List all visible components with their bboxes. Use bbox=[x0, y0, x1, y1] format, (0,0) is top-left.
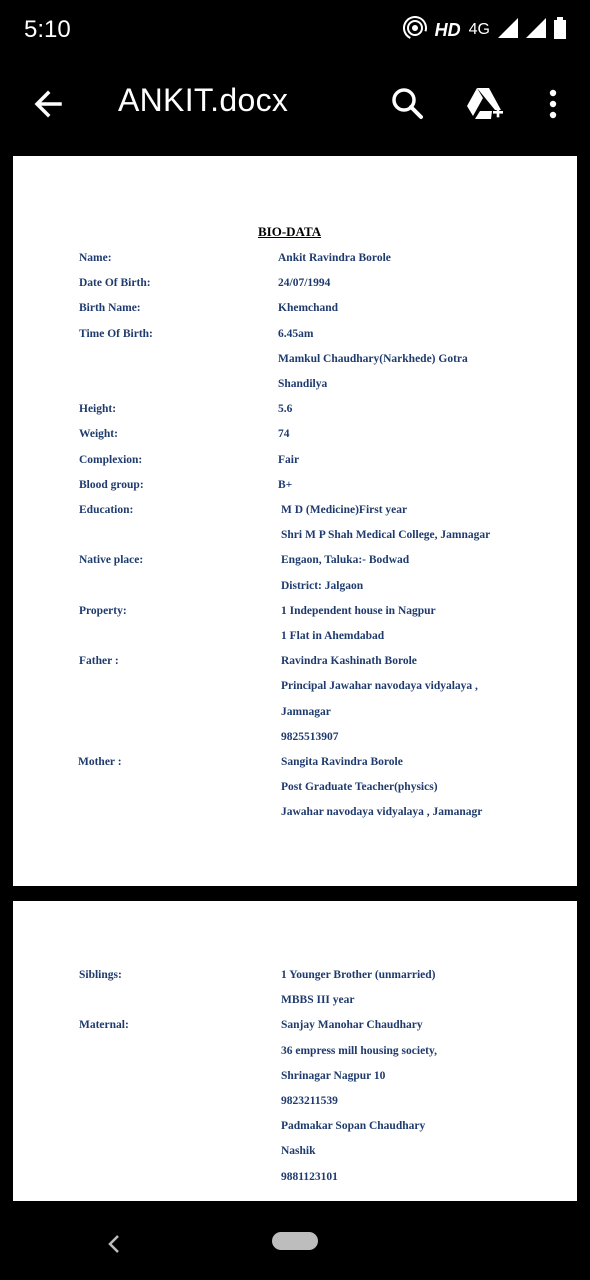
bio-value: 1 Younger Brother (unmarried) bbox=[281, 969, 436, 981]
nav-back-icon[interactable] bbox=[104, 1232, 124, 1256]
bio-value: 5.6 bbox=[278, 403, 293, 416]
bio-row bbox=[13, 504, 577, 522]
bio-value: MBBS III year bbox=[281, 994, 355, 1007]
bio-row bbox=[13, 378, 577, 396]
bio-row bbox=[13, 328, 577, 346]
bio-value: 24/07/1994 bbox=[278, 277, 331, 290]
bio-row bbox=[13, 454, 577, 472]
hotspot-icon bbox=[403, 16, 427, 45]
bio-row bbox=[13, 580, 577, 598]
bio-value: Engaon, Taluka:- Bodwad bbox=[281, 554, 410, 567]
document-page-2[interactable] bbox=[13, 901, 577, 1201]
bio-row bbox=[13, 353, 577, 371]
battery-icon bbox=[554, 17, 566, 44]
bio-value: Shri M P Shah Medical College, Jamnagar bbox=[281, 529, 491, 542]
bio-row bbox=[13, 479, 577, 497]
bio-value: Jamnagar bbox=[281, 705, 331, 718]
bio-row bbox=[13, 605, 577, 623]
bio-label: Complexion: bbox=[79, 453, 143, 466]
bio-row bbox=[13, 302, 577, 320]
bio-row bbox=[13, 969, 577, 987]
bio-value: Jawahar navodaya vidyalaya , Jamanagr bbox=[281, 806, 483, 819]
bio-row bbox=[13, 1045, 577, 1063]
bio-value: District: Jalgaon bbox=[281, 579, 364, 592]
add-to-drive-icon[interactable] bbox=[464, 84, 506, 124]
bio-row bbox=[13, 529, 577, 547]
bio-value: 74 bbox=[278, 428, 290, 441]
bio-row bbox=[13, 1019, 577, 1037]
bio-label: Education: bbox=[79, 504, 134, 516]
bio-label: Date Of Birth: bbox=[79, 277, 151, 290]
bio-row bbox=[13, 781, 577, 799]
bio-label: Property: bbox=[79, 604, 127, 617]
signal-icon-2 bbox=[526, 18, 546, 43]
bio-row bbox=[13, 554, 577, 572]
search-icon[interactable] bbox=[388, 84, 428, 124]
bio-row bbox=[13, 428, 577, 446]
bio-value: Nashik bbox=[281, 1145, 316, 1158]
home-pill[interactable] bbox=[272, 1232, 318, 1250]
bio-row bbox=[13, 1120, 577, 1138]
bio-label: Native place: bbox=[79, 554, 144, 567]
bio-label: Blood group: bbox=[79, 478, 144, 491]
bio-row bbox=[13, 806, 577, 824]
bio-value: 9823211539 bbox=[281, 1095, 338, 1107]
bio-value: Sanjay Manohar Chaudhary bbox=[281, 1019, 423, 1032]
bio-value: 1 Flat in Ahemdabad bbox=[281, 630, 385, 642]
bio-row bbox=[13, 252, 577, 270]
signal-icon bbox=[498, 18, 518, 43]
bio-row bbox=[13, 731, 577, 749]
bio-row bbox=[13, 706, 577, 724]
bio-row bbox=[13, 630, 577, 648]
bio-row bbox=[13, 1095, 577, 1113]
bio-label: Mother : bbox=[78, 756, 122, 768]
document-heading: BIO-DATA bbox=[258, 224, 322, 239]
status-icons bbox=[403, 16, 566, 44]
bio-row bbox=[13, 680, 577, 698]
bio-row bbox=[13, 277, 577, 295]
bio-value: Shandilya bbox=[278, 378, 328, 390]
bio-value: 1 Independent house in Nagpur bbox=[281, 604, 436, 617]
network-type: 4G bbox=[468, 21, 490, 38]
bio-value: Principal Jawahar navodaya vidyalaya , bbox=[281, 680, 478, 693]
bio-value: Khemchand bbox=[278, 302, 339, 315]
bio-value: Fair bbox=[278, 453, 300, 466]
bio-label: Father : bbox=[79, 655, 119, 668]
navigation-bar bbox=[0, 1210, 590, 1280]
bio-label: Height: bbox=[79, 403, 117, 416]
bio-row bbox=[13, 1070, 577, 1088]
status-time: 5:10 bbox=[24, 16, 71, 43]
bio-value: Ankit Ravindra Borole bbox=[278, 252, 391, 264]
status-bar bbox=[0, 0, 590, 60]
bio-value: Mamkul Chaudhary(Narkhede) Gotra bbox=[278, 352, 468, 365]
network-label: HD bbox=[434, 19, 461, 40]
bio-label: Name: bbox=[79, 252, 112, 264]
bio-row bbox=[13, 403, 577, 421]
bio-row bbox=[13, 655, 577, 673]
bio-row bbox=[13, 1171, 577, 1189]
bio-label: Siblings: bbox=[79, 969, 122, 981]
bio-value: M D (Medicine)First year bbox=[281, 504, 408, 516]
bio-value: 6.45am bbox=[278, 327, 314, 340]
bio-row bbox=[13, 1145, 577, 1163]
bio-row bbox=[13, 756, 577, 774]
document-title: ANKIT.docx bbox=[118, 82, 289, 118]
bio-value: B+ bbox=[278, 478, 293, 491]
bio-label: Maternal: bbox=[79, 1019, 129, 1032]
bio-value: Sangita Ravindra Borole bbox=[281, 756, 403, 768]
bio-value: Ravindra Kashinath Borole bbox=[281, 655, 417, 668]
bio-label: Time Of Birth: bbox=[79, 327, 153, 340]
document-page-1[interactable] bbox=[13, 156, 577, 886]
bio-value: Post Graduate Teacher(physics) bbox=[281, 781, 438, 794]
bio-value: 9825513907 bbox=[281, 730, 339, 743]
bio-value: Padmakar Sopan Chaudhary bbox=[281, 1120, 426, 1133]
more-options-icon[interactable] bbox=[538, 84, 568, 124]
bio-value: 36 empress mill housing society, bbox=[281, 1044, 438, 1057]
bio-value: 9881123101 bbox=[281, 1170, 338, 1183]
bio-value: Shrinagar Nagpur 10 bbox=[281, 1069, 386, 1082]
back-arrow-icon[interactable] bbox=[28, 84, 68, 124]
app-bar bbox=[0, 60, 590, 150]
bio-label: Weight: bbox=[79, 428, 118, 441]
bio-label: Birth Name: bbox=[79, 302, 141, 315]
bio-row bbox=[13, 994, 577, 1012]
